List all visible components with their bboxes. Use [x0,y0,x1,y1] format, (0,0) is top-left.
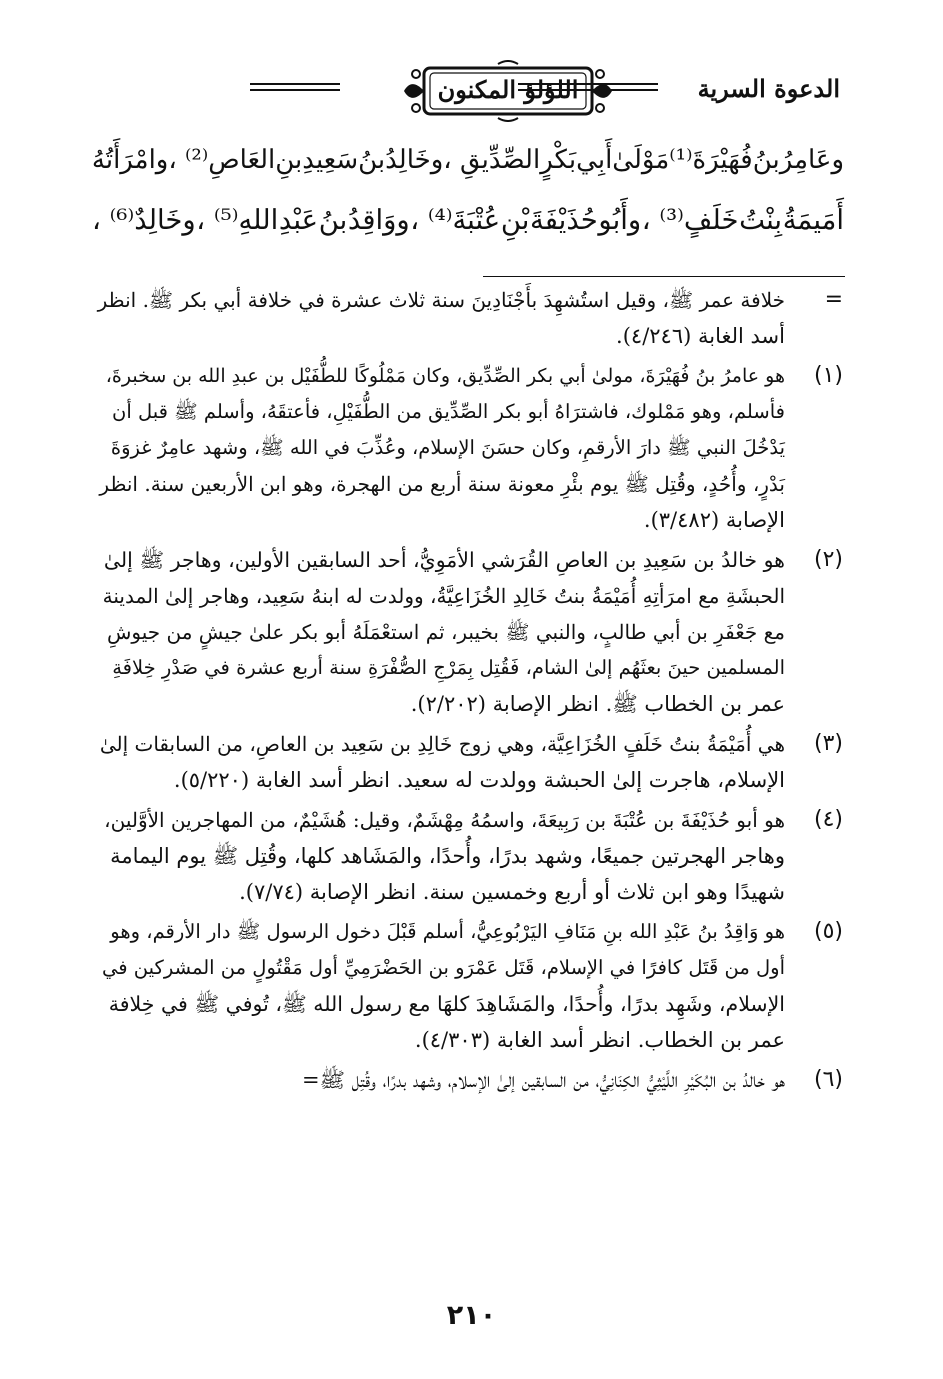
word: أَبِي [576,145,613,175]
word: مَوْلَىٰ [612,145,670,175]
word: حُذَيْفَةَ [530,204,598,236]
footnote-line: بَدْرٍ، وأُحُدٍ، وقُتِل ﷺ يوم بئْرِ معونة سنة أربع من الهجرة، وهو ابن الأربعين سنة. انظر [99,472,785,496]
footnote-line: هو عامرُ بنُ فُهَيْرَةَ، مولىٰ أبي بكر الصِّدِّيق، وكان مَمْلُوكًا للطُّفَيْل بن عبدِ الله بن سخبرةَ، [105,365,785,387]
word: بِنْتُ [739,204,783,236]
continuation-marker: = [824,287,843,312]
footnote-number: (٥) [813,919,843,944]
footnote-1 [98,358,845,538]
word: العَاصِ⁽²⁾ ، [168,145,276,175]
word: وأَبُو [598,204,642,236]
main-line-1 [92,130,844,190]
page-header [78,56,840,122]
footnote-line: عمر بن الخطاب ﷺ. انظر الإصابة (٢/٢٠٢). [410,692,785,716]
ornamental-cartouche [402,60,614,122]
footnote-line: هو خالدُ بن البُكَيْرِ اللَّيْثِيُّ الكِنَانِيُّ، من السابقين إلىٰ الإسلام، وشهد بدرًا، وقُتِل ﷺ= [302,1068,785,1092]
word: عَبْدِ [278,204,319,236]
main-line-2 [92,190,844,250]
footnote-number: (٦) [813,1067,843,1092]
footnote-line: عمر بن الخطاب. انظر أسد الغابة (٤/٣٠٣). [414,1028,785,1052]
footnote-4 [98,802,845,910]
footnote-line: هو أبو حُذَيْفَةَ بن عُتْبَةَ بن رَبِيعَةَ، واسمُهُ مِهْشَمٌ، وقيل: هُشَيْمٌ، من المهاجرين الأوَّلين، [104,808,785,832]
word: فُهَيْرَةَ⁽¹⁾ [669,145,753,175]
header-rule-left [250,83,340,91]
footnote-3 [98,726,845,798]
footnote-5 [98,914,845,1058]
word: وامْرَأَتُهُ [91,145,169,175]
footnote-line: شهيدًا وهو ابن ثلاث أو أربع وخمسين سنة. انظر الإصابة (٧/٧٤). [239,880,785,904]
footnote-line: هو وَاقِدُ بنُ عَبْدِ الله بنِ مَنَافِ اليَرْبُوعِيُّ، أسلم قَبْلَ دخول الرسول ﷺ دار الأرقم، وهو [110,920,785,943]
word: بنُ [318,204,348,236]
word: بنُ [752,145,780,175]
footnote-number: (٢) [813,547,843,572]
word: وعَامِرُ [779,145,844,175]
footnote-line: وهاجر الهجرتين جميعًا، وشهد بدرًا، وأُحدًا، والمَشَاهد كلها، وقُتِل ﷺ يوم اليمامة [110,844,785,868]
word: بَكْرٍ [540,145,577,175]
footnote-line: المسلمين حينَ بعثَهُم إلىٰ الشام، فَقُتِل بِمَرْجِ الصُّفْرَةِ سنة أربع عشرة في صَدْرِ خِلافَةِ [112,656,785,679]
word: عُتْبَةَ⁽⁴⁾ ، [410,204,501,236]
footnote-line: فأسلم، وهو مَمْلوك، فاشترَاهُ أبو بكر الصِّدِّيق من الطُّفَيْلِ، فأعتقَهُ، وأسلم ﷺ قبل أن [112,400,785,423]
footnotes [98,282,845,1098]
main-text [92,130,844,250]
footnote-continuation [98,282,845,354]
footnote-number: (٣) [813,731,843,756]
footnote-line: هي أُمَيْمَةُ بنتُ خَلَفٍ الخُزَاعِيَّة، وهي زوج خَالِدِ بن سَعِيد بن العاصِ، من السابقات إلىٰ [99,732,785,756]
footnote-2 [98,542,845,722]
word: بْنِ [500,204,530,236]
word: بنِ [275,145,303,175]
footnote-line: الحبشَةِ مع امرَأتِهِ أُمَيْمَةُ بنتُ خَالِدِ الخُزَاعِيَّةُ، وولدت له ابنهُ سَعِيد، وهاجر إلىٰ المدينة [102,584,785,608]
footnote-line: مع جَعْفَرِ بن أبي طالبٍ، والنبي ﷺ بخيبر، ثم استعْمَلَهُ أبو بكر علىٰ جيشٍ من جيوشِ [107,620,785,644]
footnote-number: (٤) [813,807,843,832]
footnote-separator [483,276,845,277]
word: اللهِ⁽⁵⁾ ، [196,204,279,236]
section-title: الدعوة السرية [697,74,840,103]
footnote-line: الإسلام، وشَهِد بدرًا، وأُحدًا، والمَشَاهِدَ كلهَا مع رسول الله ﷺ، تُوفي ﷺ في خِلافة [108,992,785,1016]
word: وخَالِدُ [385,145,444,175]
page-number: ٢١٠ [446,1300,497,1331]
running-title: اللؤلؤ المكنون [437,75,579,104]
footnote-line: يَدْخُلَ النبي ﷺ دارَ الأرقمِ، وكان حسَنَ الإسلام، وعُذِّبَ في الله ﷺ، وشهد عامِرٌ غزوَةَ [110,436,785,459]
footnote-line: الإسلام، هاجرت إلىٰ الحبشة وولدت له سعيد. انظر أسد الغابة (٥/٢٢٠). [173,768,785,792]
footnote-number: (١) [813,363,843,388]
word: أَمَيمَةُ [782,204,844,236]
footnote-line: الإصابة (٣/٤٨٢). [643,508,785,532]
word: ووَاقِدُ [347,204,410,236]
footnote-line: هو خالدُ بن سَعِيدِ بن العاصِ القُرَشي الأمَوِيُّ، أحد السابقين الأولين، وهاجر ﷺ إلىٰ [103,548,785,572]
footnote-line: خلافة عمر ﷺ، وقيل استُشهِدَ بأَجْنَادِينَ سنة ثلاث عشرة في خلافة أبي بكر ﷺ. انظر [97,288,785,312]
word: الصِّدِّيقِ ، [443,145,541,175]
footnote-6 [98,1062,845,1098]
word: خَلَفٍ⁽³⁾ ، [641,204,739,236]
word: وخَالِدٌ⁽⁶⁾ ، [92,204,196,236]
word: سَعِيدِ [302,145,359,175]
footnote-line: أول من قَتَل كافرًا في الإسلام، قَتَل عَمْرَو بن الحَضْرَمِيِّ أول مَقْتُولٍ من المشركين في [102,956,785,979]
footnote-line: أسد الغابة (٤/٢٤٦). [616,324,785,348]
word: بنُ [358,145,386,175]
